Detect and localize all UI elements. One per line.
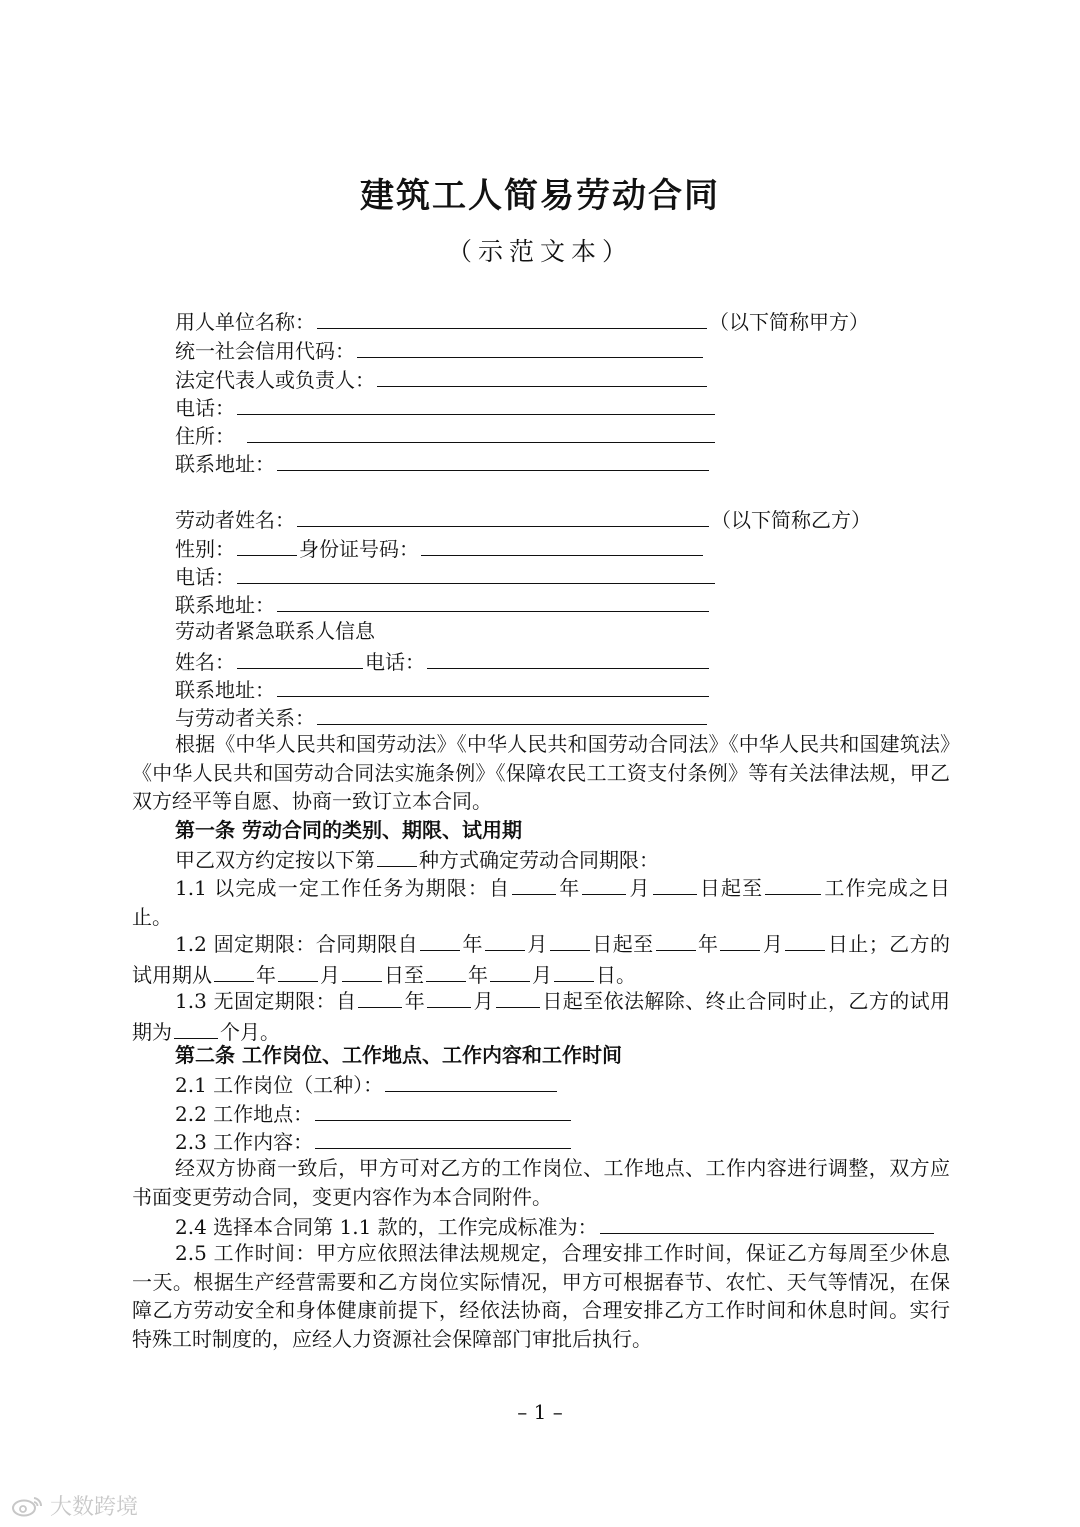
clause-1-2-end-label: 日。 xyxy=(596,962,636,987)
employer-name-label: 用人单位名称： xyxy=(175,310,315,334)
clause-1-2-year-label: 年 xyxy=(462,932,483,956)
worker-address-row xyxy=(175,589,711,617)
worker-id-label: 身份证号码： xyxy=(299,537,419,561)
clause-2-1-label: 2.1 工作岗位（工种）： xyxy=(175,1073,384,1097)
clause-2-1-row xyxy=(175,1069,559,1097)
c11-year-field[interactable] xyxy=(512,872,556,895)
clause-2-4-label: 2.4 选择本合同第 1.1 款的，工作完成标准为： xyxy=(175,1215,598,1239)
employer-residence-row xyxy=(175,420,717,448)
employer-legal-rep-label: 法定代表人或负责人： xyxy=(175,368,375,392)
c12-end-year-field[interactable] xyxy=(656,928,696,951)
employer-name-row xyxy=(175,306,869,334)
clause-2-3-row xyxy=(175,1126,573,1154)
employer-credit-code-label: 统一社会信用代码： xyxy=(175,339,355,363)
c12-trial-start-day-field[interactable] xyxy=(342,959,382,982)
employer-residence-label: 住所： xyxy=(175,424,235,448)
document-title: 建筑工人简易劳动合同 xyxy=(360,176,720,216)
ec-name-label: 姓名： xyxy=(175,650,235,674)
term-type-field[interactable] xyxy=(377,844,417,867)
employer-name-suffix: （以下简称甲方） xyxy=(709,310,869,334)
work-content-field[interactable] xyxy=(315,1126,571,1149)
clause-1-2-month-label: 月 xyxy=(526,932,548,956)
clause-1-1-month-label: 月 xyxy=(628,876,651,900)
c13-year-field[interactable] xyxy=(358,985,402,1008)
c12-start-day-field[interactable] xyxy=(550,928,590,951)
clause-1-1-text-e: 工作完成之日止。 xyxy=(132,876,951,929)
watermark-text: 大数跨境 xyxy=(50,1495,139,1520)
employer-legal-rep-row xyxy=(175,364,709,392)
worker-name-row xyxy=(175,504,871,532)
emergency-relation-row xyxy=(175,702,709,730)
clause-1-2-year-label: 年 xyxy=(697,932,719,956)
clause-1-3-month-label: 月 xyxy=(473,989,494,1013)
c11-task-field[interactable] xyxy=(765,872,821,895)
adjustment-paragraph: 经双方协商一致后，甲方可对乙方的工作岗位、工作地点、工作内容进行调整，双方应书面变更劳动合同，变更内容作为本合同附件。 xyxy=(132,1156,950,1209)
c11-month-field[interactable] xyxy=(582,872,626,895)
worker-name-label: 劳动者姓名： xyxy=(175,508,295,532)
c12-end-month-field[interactable] xyxy=(720,928,760,951)
clause-1-1-text-d: 日起至 xyxy=(698,876,764,900)
employer-address-label: 联系地址： xyxy=(175,452,275,476)
clause-1-1-text-a: 1.1 以完成一定工作任务为期限：自 xyxy=(175,876,511,900)
clause-1-2-year-label: 年 xyxy=(256,962,276,987)
worker-address-field[interactable] xyxy=(277,589,709,612)
clause-1-1 xyxy=(132,872,950,931)
clause-1-2-text-b: 止；乙方的试用期从 xyxy=(132,932,951,987)
worker-name-field[interactable] xyxy=(297,504,709,527)
worker-address-label: 联系地址： xyxy=(175,593,275,617)
work-location-field[interactable] xyxy=(315,1098,571,1121)
ec-address-field[interactable] xyxy=(277,674,709,697)
clause-1-2-month-label: 月 xyxy=(762,932,784,956)
c12-trial-end-day-field[interactable] xyxy=(554,959,594,982)
job-position-field[interactable] xyxy=(385,1069,557,1092)
watermark xyxy=(10,1490,138,1521)
worker-gender-id-row xyxy=(175,533,705,561)
page-number: – 1 – xyxy=(517,1400,563,1424)
clause-2-4-row xyxy=(175,1211,936,1239)
ec-address-label: 联系地址： xyxy=(175,678,275,702)
clause-1-3-year-label: 年 xyxy=(404,989,426,1013)
article1-intro-text-a: 甲乙双方约定按以下第 xyxy=(175,848,375,872)
c13-trial-months-field[interactable] xyxy=(174,1016,218,1039)
article2-heading: 第二条 工作岗位、工作地点、工作内容和工作时间 xyxy=(175,1043,622,1067)
clause-2-2-label: 2.2 工作地点： xyxy=(175,1102,314,1126)
worker-name-suffix: （以下简称乙方） xyxy=(711,508,871,532)
c13-month-field[interactable] xyxy=(427,985,471,1008)
clause-1-2-from-label: 日起至 xyxy=(591,932,654,956)
clause-1-2-day-label: 日 xyxy=(827,932,849,956)
c12-trial-start-month-field[interactable] xyxy=(278,959,318,982)
emergency-name-phone-row xyxy=(175,646,711,674)
clause-2-2-row xyxy=(175,1098,573,1126)
worker-phone-row xyxy=(175,561,717,589)
clause-1-2-month-label: 月 xyxy=(532,962,552,987)
c12-trial-end-year-field[interactable] xyxy=(426,959,466,982)
clause-2-5: 2.5 工作时间：甲方应依照法律法规规定，合理安排工作时间，保证乙方每周至少休息一天。根据生产经营需要和乙方岗位实际情况，甲方可根据春节、农忙、天气等情况，在保障乙方劳动安全和身体健康前提下，经依法协商，合理安排乙方工作时间和休息时间。实行特殊工时制度的，应经人力资源社会保障部门审批后执行。 xyxy=(132,1241,950,1351)
employer-phone-field[interactable] xyxy=(237,392,715,415)
clause-1-2-to-label: 日至 xyxy=(384,962,424,987)
employer-name-field[interactable] xyxy=(317,306,707,329)
clause-1-3-text-d: 日起至依法解除、终止合同时止，乙方的试用期为 xyxy=(132,989,951,1044)
article1-heading: 第一条 劳动合同的类别、期限、试用期 xyxy=(175,818,522,842)
weibo-logo-icon xyxy=(10,1495,44,1517)
completion-standard-field[interactable] xyxy=(600,1211,934,1234)
worker-phone-label: 电话： xyxy=(175,565,235,589)
employer-address-field[interactable] xyxy=(277,448,709,471)
c11-day-field[interactable] xyxy=(653,872,697,895)
employer-address-row xyxy=(175,448,711,476)
worker-gender-field[interactable] xyxy=(237,533,297,556)
article1-intro-row xyxy=(175,844,659,872)
clause-2-3-label: 2.3 工作内容： xyxy=(175,1130,314,1154)
clause-1-2-text-a: 1.2 固定期限：合同期限自 xyxy=(175,932,419,956)
employer-phone-label: 电话： xyxy=(175,396,235,420)
clause-1-2 xyxy=(132,928,950,989)
clause-1-2-month-label: 月 xyxy=(320,962,340,987)
employer-legal-rep-field[interactable] xyxy=(377,364,707,387)
emergency-address-row xyxy=(175,674,711,702)
ec-relation-field[interactable] xyxy=(317,702,707,725)
c12-end-day-field[interactable] xyxy=(785,928,825,951)
employer-residence-field[interactable] xyxy=(247,420,715,443)
clause-1-3 xyxy=(132,985,950,1046)
worker-gender-label: 性别： xyxy=(175,537,235,561)
employer-credit-code-row xyxy=(175,335,705,363)
clause-1-3-text-e: 个月。 xyxy=(220,1019,280,1044)
clause-1-2-year-label: 年 xyxy=(468,962,488,987)
worker-id-field[interactable] xyxy=(421,533,703,556)
article1-intro-text-b: 种方式确定劳动合同期限： xyxy=(419,848,659,872)
intro-paragraph: 根据《中华人民共和国劳动法》《中华人民共和国劳动合同法》《中华人民共和国建筑法》《中华人民共和国劳动合同法实施条例》《保障农民工工资支付条例》等有关法律法规，甲乙双方经平等自愿、协商一致订立本合同。 xyxy=(132,732,950,813)
clause-1-3-text-a: 1.3 无固定期限：自 xyxy=(175,989,357,1013)
clause-1-1-year-label: 年 xyxy=(558,876,581,900)
ec-phone-label: 电话： xyxy=(365,650,425,674)
c12-start-month-field[interactable] xyxy=(485,928,525,951)
document-subtitle: （示范文本） xyxy=(446,237,633,266)
worker-phone-field[interactable] xyxy=(237,561,715,584)
employer-phone-row xyxy=(175,392,717,420)
c12-start-year-field[interactable] xyxy=(420,928,460,951)
emergency-contact-heading: 劳动者紧急联系人信息 xyxy=(175,619,375,643)
c12-trial-start-year-field[interactable] xyxy=(214,959,254,982)
c12-trial-end-month-field[interactable] xyxy=(490,959,530,982)
c13-day-field[interactable] xyxy=(496,985,540,1008)
ec-relation-label: 与劳动者关系： xyxy=(175,706,315,730)
ec-phone-field[interactable] xyxy=(427,646,709,669)
employer-credit-code-field[interactable] xyxy=(357,335,703,358)
ec-name-field[interactable] xyxy=(237,646,363,669)
